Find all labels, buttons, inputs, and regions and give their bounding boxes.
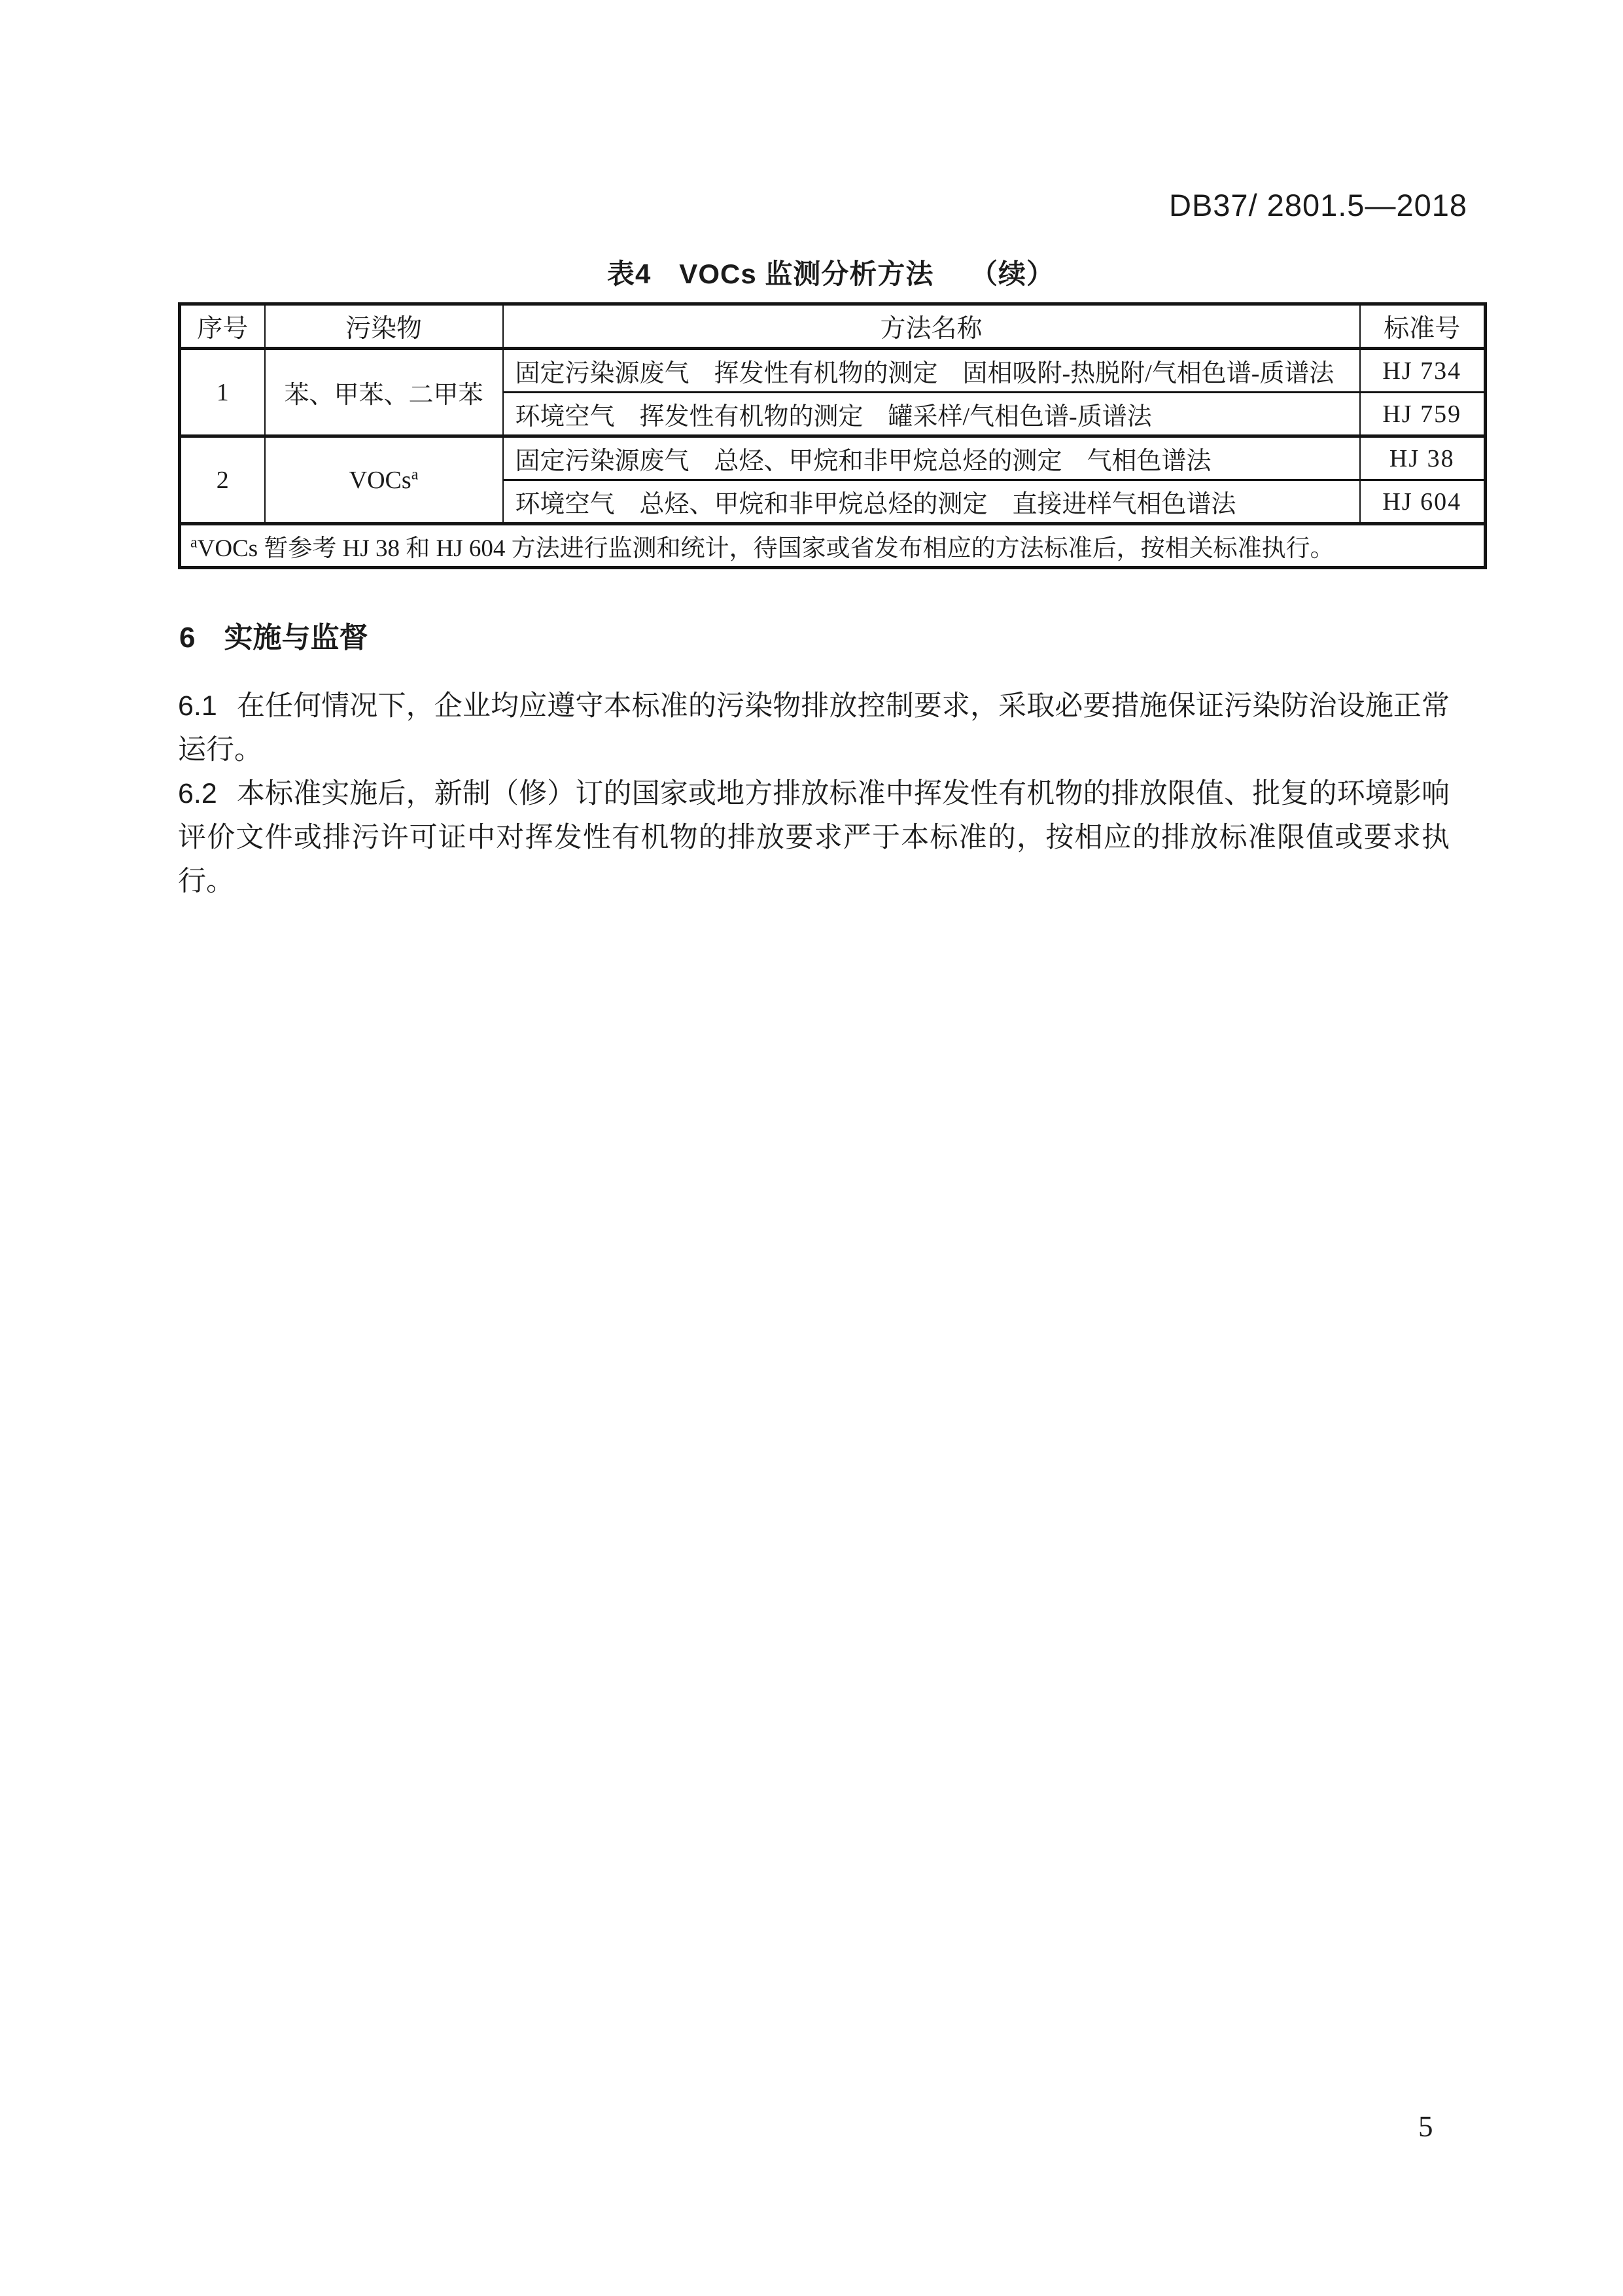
column-header-pollutant: 污染物	[265, 304, 503, 349]
row-index-cell: 1	[180, 349, 265, 436]
standard-number-cell: HJ 604	[1360, 480, 1486, 524]
section-body	[178, 684, 1450, 904]
footnote-marker: a	[411, 465, 419, 483]
method-name-cell: 环境空气 总烃、甲烷和非甲烷总烃的测定 直接进样气相色谱法	[503, 480, 1360, 524]
table-footnote-row	[180, 524, 1486, 568]
standard-number-cell: HJ 38	[1360, 436, 1486, 480]
clause-number: 6.1	[178, 690, 217, 722]
table-footnote-text: VOCs 暂参考 HJ 38 和 HJ 604 方法进行监测和统计，待国家或省发布相应的方法标准后，按相关标准执行。	[197, 535, 1335, 562]
column-header-standard: 标准号	[1360, 304, 1486, 349]
footnote-marker: a	[190, 534, 198, 552]
column-header-method: 方法名称	[503, 304, 1360, 349]
clause-6-1	[178, 684, 1450, 772]
table-header-row	[180, 304, 1486, 349]
pollutant-cell	[265, 436, 503, 524]
pollutant-label: VOCs	[349, 466, 411, 494]
section-heading: 6 实施与监督	[179, 622, 368, 654]
standard-number-cell: HJ 759	[1360, 393, 1486, 436]
standard-number-cell: HJ 734	[1360, 349, 1486, 393]
row-index-cell: 2	[180, 436, 265, 524]
table-title: 表4 VOCs 监测分析方法 （续）	[606, 258, 1055, 289]
clause-text: 本标准实施后，新制（修）订的国家或地方排放标准中挥发性有机物的排放限值、批复的环境影响评价文件或排污许可证中对挥发性有机物的排放要求严于本标准的，按相应的排放标准限值或要求执行。	[178, 779, 1450, 897]
clause-6-2	[178, 772, 1450, 904]
method-name-cell: 环境空气 挥发性有机物的测定 罐采样/气相色谱-质谱法	[503, 393, 1360, 436]
table-footnote-cell	[180, 524, 1486, 568]
page-number: 5	[1418, 2110, 1433, 2143]
table-row	[180, 349, 1486, 393]
clause-text: 在任何情况下，企业均应遵守本标准的污染物排放控制要求，采取必要措施保证污染防治设施正常运行。	[178, 691, 1450, 766]
monitoring-methods-table	[178, 302, 1487, 569]
doc-number: DB37/ 2801.5—2018	[1169, 188, 1467, 222]
column-header-index: 序号	[180, 304, 265, 349]
method-name-cell: 固定污染源废气 总烃、甲烷和非甲烷总烃的测定 气相色谱法	[503, 436, 1360, 480]
pollutant-cell: 苯、甲苯、二甲苯	[265, 349, 503, 436]
table-row	[180, 436, 1486, 480]
clause-number: 6.2	[178, 778, 217, 809]
method-name-cell: 固定污染源废气 挥发性有机物的测定 固相吸附-热脱附/气相色谱-质谱法	[503, 349, 1360, 393]
